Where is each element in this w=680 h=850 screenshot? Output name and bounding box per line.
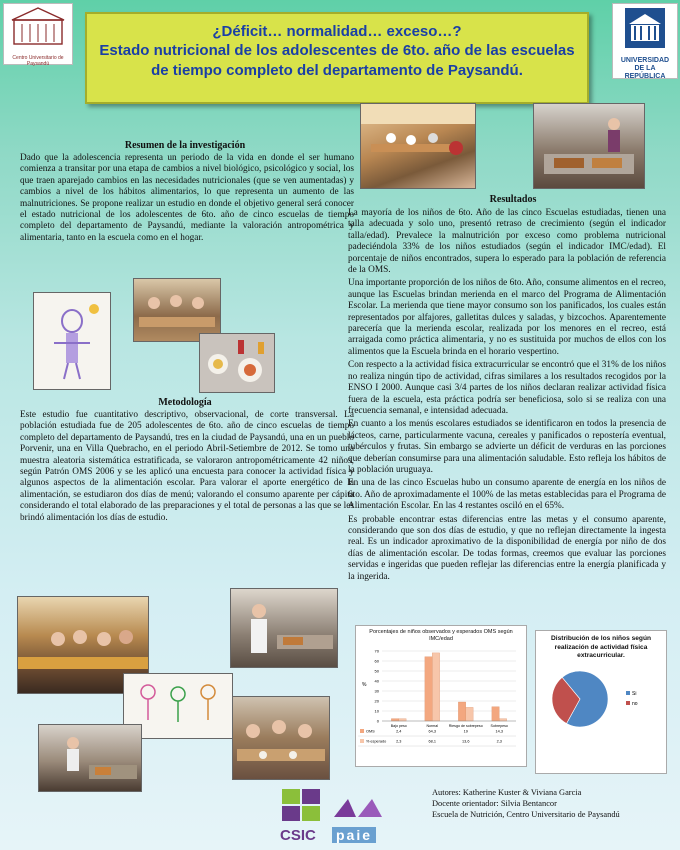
metodologia-text: Este estudio fue cuantitativo descriptivo, observacional, de corte transversal. La población estudiada fue de 205 adolescentes de 6to. año de cinco escuelas de tiempo completo del departamento de Paysandú, tres en la ciudad de Paysandú, una en un pueblo Porvenir, una en Villa Quebracho, en el periodo Abril-Setiembre de 2012. Se tomo una muestra aleatoria sistemática estratificada, se valoraron antropométricamente 42 niños, según Patrón OMS 2006 y se les aplicó una encuesta para conocer la actividad física y algunos aspectos de la alimentación escolar. Para valorar el aporte energético de la alimentación, se estudiaron dos días de menú; valorando el consumo aparente per cápita considerando el total elaborado de las preparaciones y el total de personas a las que se les brindó alimentación los días de estudio. (20, 410, 354, 523)
bar-chart-title: Porcentajes de niños observados y esperados OMS según IMC/edad (369, 629, 513, 642)
resultados-paragraph: La mayoría de los niños de 6to. Año de las cinco Escuelas estudiadas, tienen una talla adecuada y solo uno, presentó retraso de crecimiento (según el indicador talla/edad). Prevalece la malnutrición por exceso como problema nutricional padeciéndola 33% de los niños estudiados (según el indicador IMC/edad). El porcentaje de niños encontrados, supera lo esperado para la población de referencia de la OMS. (348, 208, 666, 276)
x-tick-label: Sobrepeso (490, 724, 508, 728)
bar-chart-svg (356, 643, 526, 758)
bar (499, 719, 506, 721)
y-tick-label: 30 (374, 688, 379, 694)
pie-chart-svg (536, 661, 666, 753)
legend-label: no (632, 700, 638, 707)
bar (432, 653, 439, 721)
metodologia-heading: Metodología (158, 397, 212, 408)
sponsor-logos (280, 787, 392, 847)
photo-kids-eating (232, 696, 330, 780)
right-logo (612, 3, 678, 79)
bar (492, 707, 499, 721)
photo-cook-serving (230, 588, 338, 668)
bar (458, 702, 465, 721)
table-value: 2,4 (396, 729, 402, 734)
left-logo-caption: Centro Universitario de Paysandú (12, 55, 64, 67)
pie-chart-title: Distribución de los niños según realización de actividad física extracurricular. (550, 635, 651, 659)
photo-food-trays (199, 333, 275, 393)
legend-swatch (360, 729, 364, 733)
legend-swatch (626, 691, 630, 695)
resultados-paragraph: Con respecto a la actividad física extracurricular se encontró que el 31% de los niños no realiza ningún tipo de actividad, cifras similares a los resultados recogidos por la ENSO I 2000. Aunque casi 3/4 partes de los niños declaran realizar actividad física fuera de la escuela, esta práctica podría ser beneficiosa, solo si se realiza con una frecuencia semanal, e intensidad adecuada. (348, 360, 666, 416)
legend-swatch (360, 739, 364, 743)
csic-logo-icon (280, 787, 324, 825)
authors: Autores: Katherine Kuster & Viviana Garcia (432, 788, 582, 797)
y-tick-label: 50 (374, 668, 379, 674)
university-seal-icon (613, 4, 677, 52)
photo-drawing (33, 292, 111, 390)
resumen-heading: Resumen de la investigación (124, 140, 246, 151)
table-value: 14,3 (495, 729, 503, 734)
legend-label: % esperado (366, 739, 387, 744)
y-tick-label: 0 (376, 718, 379, 724)
imc-bar-chart (355, 625, 527, 767)
resultados-paragraph: En una de las cinco Escuelas hubo un consumo aparente de energía en los niños de 6to. Año de aproximadamente el 100% de las metas establecidas para el Programa de Alimentación Escolar. En las 4 restantes osciló en el 65%. (348, 478, 666, 512)
table-value: 64,3 (428, 729, 436, 734)
y-tick-label: 20 (374, 698, 379, 704)
photo-kitchen (533, 103, 645, 189)
table-value: 68,1 (428, 739, 436, 744)
bar (391, 719, 398, 721)
title-line-1: ¿Déficit… normalidad… exceso…? (212, 23, 462, 40)
authors-block (432, 787, 672, 820)
bar (425, 657, 432, 721)
activity-pie-chart (535, 630, 667, 774)
table-value: 13,6 (462, 739, 470, 744)
y-axis-label: % (362, 682, 367, 688)
right-logo-text: UNIVERSIDAD DE LA REPÚBLICA (620, 57, 670, 80)
left-logo (3, 3, 73, 65)
title-line-2: Estado nutricional de los adolescentes de 6to. año de las escuelas (99, 42, 575, 59)
x-tick-label: Riesgo de sobrepeso (448, 724, 483, 728)
resultados-paragraph: Una importante proporción de los niños de 6to. Año, consume alimentos en el recreo, aunque las Escuelas brindan merienda en el marco del Programa de Alimentación Escolar. La merienda que tiene mayor consumo son los panificados, los cuales están representados por alfajores, galletitas dulces y saladas, y bizcochos. Aparentemente parecería que la merienda escolar, realizada por los menores en el recreo, está arraigada como práctica alimentaria, y no es sustituida por muchos de ellos con los alimentos que la Escuela brinda en el horario vespertino. (348, 278, 666, 357)
x-tick-label: Bajo peso (390, 724, 407, 728)
legend-label: OMS (366, 729, 375, 734)
resultados-body (348, 208, 666, 583)
paie-logo-text: paie (332, 827, 376, 843)
advisor: Docente orientador: Silvia Bentancor (432, 799, 557, 808)
legend-label: Si (632, 690, 637, 697)
resultados-heading: Resultados (489, 194, 537, 205)
legend-swatch (626, 701, 630, 705)
resultados-paragraph: En cuanto a los menús escolares estudiados se identificaron en todos la presencia de lácteos, carne, particularmente vacuna, cereales y panificados o repostería eventual, tubérculos y frutas. Sin embargo se advierte un déficit de verduras en las porciones que deberían consumirse para una alimentación saludable. Esto refleja los hábitos de la población uruguaya. (348, 419, 666, 475)
photo-dining-hall (360, 103, 476, 189)
x-tick-label: Normal (426, 724, 439, 728)
table-value: 2,3 (496, 739, 502, 744)
y-tick-label: 40 (374, 678, 379, 684)
poster-title (85, 12, 589, 104)
title-line-3: de tiempo completo del departamento de Paysandú. (151, 62, 523, 79)
csic-logo-text: CSIC (280, 827, 316, 844)
y-tick-label: 10 (374, 708, 379, 714)
table-value: 19 (463, 729, 468, 734)
y-tick-label: 60 (374, 658, 379, 664)
y-tick-label: 70 (374, 648, 379, 654)
paie-mark-icon (330, 795, 386, 821)
resumen-text: Dado que la adolescencia representa un periodo de la vida en donde el ser humano comienza a transitar por una etapa de cambios a nivel biológico, psicológico y social, los que traen aparejado cambios en las necesidades nutricionales (que se ven aumentadas) y cambios a nivel de los hábitos alimentarios, lo que representa un aumento de las malnutriciones. Se propone realizar un estudio en donde el objetivo general será conocer el estado nutricional de los adolescentes de 6to. año de cinco escuelas de tiempo completo del departamento de Paysandú, mediante la valoración antropométrica y alimentaria, tanto en la escuela como en el hogar. (20, 153, 354, 243)
table-value: 2,3 (396, 739, 402, 744)
building-icon (4, 4, 72, 50)
bar (399, 719, 406, 721)
photo-food-service (38, 724, 142, 792)
bar (466, 707, 473, 721)
school: Escuela de Nutrición, Centro Universitario de Paysandú (432, 810, 620, 819)
resultados-paragraph: Es probable encontrar estas diferencias entre las metas y el consumo aparente, considerando que son dos días de estudio, y que no reflejan directamente la ingesta real. Es un indicador aproximativo de la disponibilidad de energía por niño de dos días de alimentación escolar. De todas formas, creemos que evaluar las porciones servidas e ingeridas que pueden reflejar las diferencias entre la energía planificada y la ingerida. (348, 514, 666, 582)
